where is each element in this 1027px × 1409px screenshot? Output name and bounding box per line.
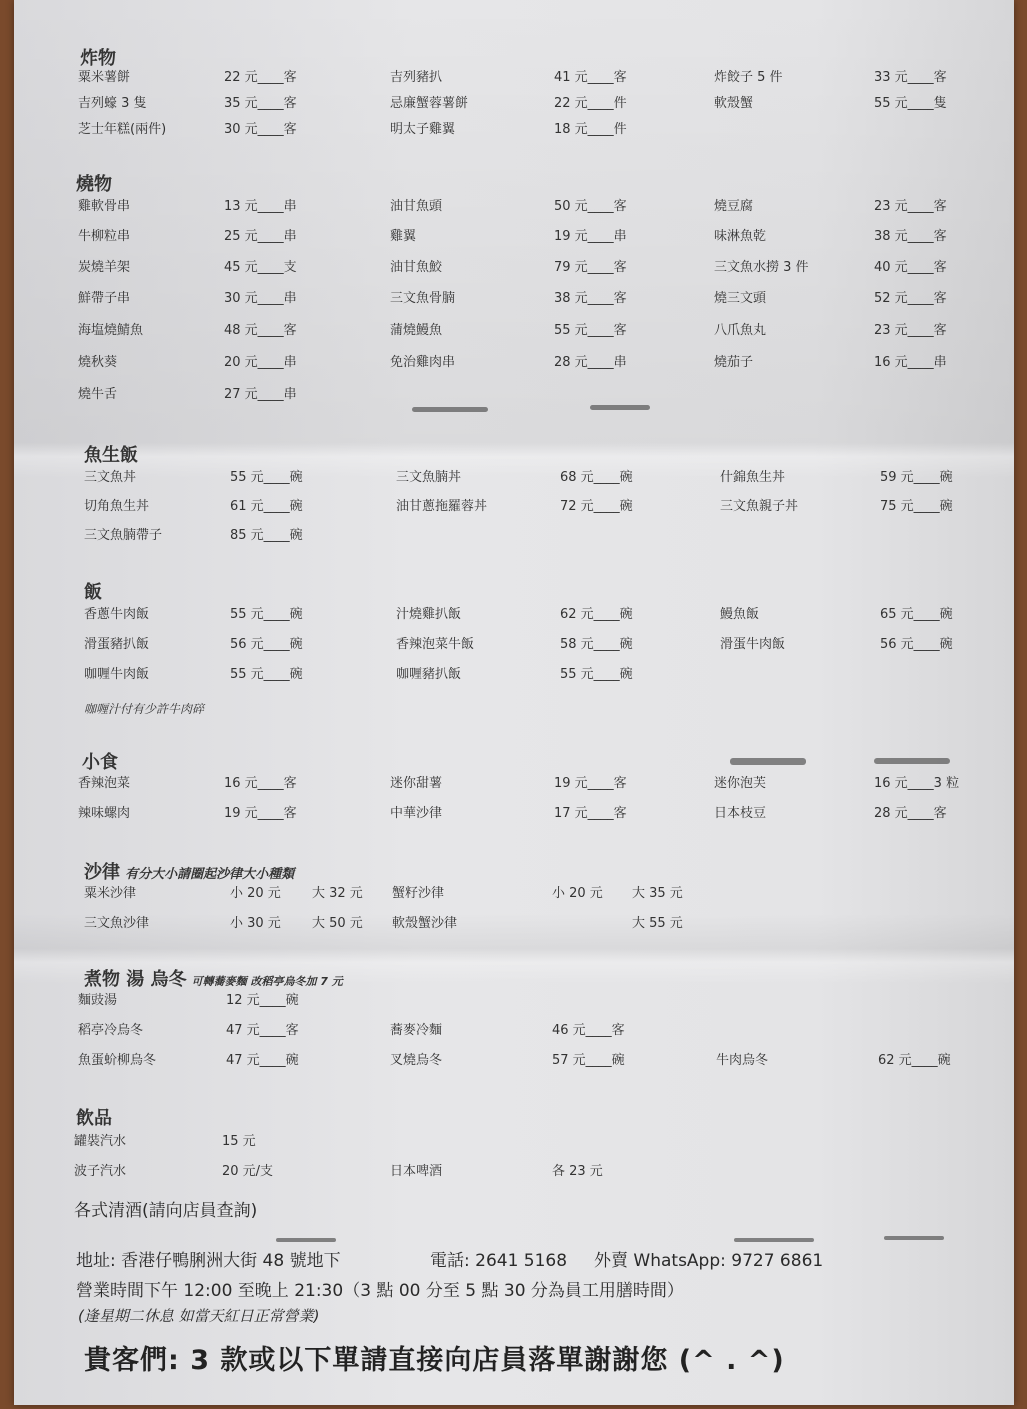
menu-item-name: 香蔥牛肉飯 <box>84 607 150 622</box>
menu-item-price: 85 元____碗 <box>230 528 303 543</box>
salad-small-price: 小 20 元 <box>230 886 281 901</box>
menu-item-name: 咖喱牛肉飯 <box>84 667 150 682</box>
menu-item-name: 中華沙律 <box>390 806 443 821</box>
menu-item-name: 咖喱豬扒飯 <box>396 667 462 682</box>
section-title: 小食 <box>82 752 118 773</box>
menu-item-price: 23 元____客 <box>874 199 947 214</box>
soup-item-name: 稻亭冷烏冬 <box>78 1023 144 1038</box>
menu-item-price: 13 元____串 <box>224 199 297 214</box>
ink-smudge <box>884 1236 944 1240</box>
drinks-title: 飲品 <box>76 1108 112 1129</box>
menu-item-name: 香辣泡菜牛飯 <box>396 637 475 652</box>
menu-item-name: 切角魚生丼 <box>84 499 150 514</box>
soup-item-price: 12 元____碗 <box>226 993 299 1008</box>
menu-item-name: 迷你甜薯 <box>390 776 443 791</box>
menu-item-price: 68 元____碗 <box>560 470 633 485</box>
menu-item-name: 燒秋葵 <box>78 355 118 370</box>
menu-item-name: 油甘蔥拖羅蓉丼 <box>396 499 488 514</box>
menu-item-price: 28 元____客 <box>874 806 947 821</box>
menu-item-price: 16 元____客 <box>224 776 297 791</box>
menu-item-name: 忌廉蟹蓉薯餅 <box>390 96 469 111</box>
menu-item-name: 炭燒羊架 <box>78 260 131 275</box>
menu-item-name: 辣味螺肉 <box>78 806 131 821</box>
menu-item-name: 吉列豬扒 <box>390 70 443 85</box>
menu-item-price: 65 元____碗 <box>880 607 953 622</box>
menu-item-name: 什錦魚生丼 <box>720 470 786 485</box>
soup-item-name: 叉燒烏冬 <box>390 1053 443 1068</box>
menu-item-price: 40 元____客 <box>874 260 947 275</box>
closing-message: 貴客們: 3 款或以下單請直接向店員落單謝謝您 (^ . ^) <box>84 1345 785 1376</box>
menu-paper <box>14 0 1014 1405</box>
menu-item-price: 38 元____客 <box>554 291 627 306</box>
salad-item-name: 蟹籽沙律 <box>392 886 445 901</box>
menu-item-price: 75 元____碗 <box>880 499 953 514</box>
holiday-note: (逢星期二休息 如當天紅日正常營業) <box>78 1307 320 1325</box>
soup-item-price: 46 元____客 <box>552 1023 625 1038</box>
menu-item-price: 58 元____碗 <box>560 637 633 652</box>
menu-item-price: 41 元____客 <box>554 70 627 85</box>
drink-item-name: 波子汽水 <box>74 1164 127 1179</box>
section-title: 飯 <box>84 582 102 603</box>
menu-item-price: 72 元____碗 <box>560 499 633 514</box>
whatsapp: 外賣 WhatsApp: 9727 6861 <box>594 1251 824 1271</box>
drink-item-name: 罐裝汽水 <box>74 1134 127 1149</box>
menu-item-price: 55 元____碗 <box>230 470 303 485</box>
menu-item-name: 海塩燒鯖魚 <box>78 323 144 338</box>
soup-item-price: 62 元____碗 <box>878 1053 951 1068</box>
menu-item-price: 38 元____客 <box>874 229 947 244</box>
menu-item-name: 粟米薯餅 <box>78 70 131 85</box>
menu-item-price: 33 元____客 <box>874 70 947 85</box>
drink-item-price: 15 元 <box>222 1134 256 1149</box>
menu-item-price: 55 元____碗 <box>230 607 303 622</box>
menu-item-price: 56 元____碗 <box>230 637 303 652</box>
soup-item-name: 蕎麥冷麵 <box>390 1023 443 1038</box>
menu-item-name: 日本枝豆 <box>714 806 767 821</box>
menu-item-price: 56 元____碗 <box>880 637 953 652</box>
soup-title: 煮物 湯 烏冬 <box>84 969 187 990</box>
ink-smudge <box>590 405 650 410</box>
drink-item-price: 各 23 元 <box>552 1164 603 1179</box>
menu-item-name: 油甘魚鮫 <box>390 260 443 275</box>
salad-title: 沙律 <box>84 862 120 883</box>
menu-item-name: 免治雞肉串 <box>390 355 456 370</box>
menu-item-name: 三文魚親子丼 <box>720 499 799 514</box>
section-title: 炸物 <box>80 48 116 69</box>
menu-item-name: 鰻魚飯 <box>720 607 760 622</box>
menu-item-price: 19 元____客 <box>554 776 627 791</box>
salad-large-price: 大 50 元 <box>312 916 363 931</box>
menu-item-price: 19 元____客 <box>224 806 297 821</box>
menu-item-price: 30 元____客 <box>224 122 297 137</box>
menu-item-price: 18 元____件 <box>554 122 627 137</box>
menu-item-name: 三文魚腩丼 <box>396 470 462 485</box>
address: 地址: 香港仔鴨脷洲大街 48 號地下 <box>76 1251 341 1271</box>
salad-large-price: 大 55 元 <box>632 916 683 931</box>
menu-item-name: 油甘魚頭 <box>390 199 443 214</box>
salad-header <box>84 858 294 884</box>
opening-hours: 營業時間下午 12:00 至晚上 21:30（3 點 00 分至 5 點 30 分為員工用膳時間） <box>76 1281 684 1301</box>
menu-item-name: 燒茄子 <box>714 355 754 370</box>
soup-item-name: 牛肉烏冬 <box>716 1053 769 1068</box>
menu-item-price: 35 元____客 <box>224 96 297 111</box>
salad-small-price: 小 30 元 <box>230 916 281 931</box>
ink-smudge <box>734 1238 814 1242</box>
menu-item-price: 30 元____串 <box>224 291 297 306</box>
ink-smudge <box>730 758 806 765</box>
menu-item-name: 蒲燒鰻魚 <box>390 323 443 338</box>
section-title: 燒物 <box>76 174 112 195</box>
menu-item-price: 52 元____客 <box>874 291 947 306</box>
soup-item-name: 魚蛋蚧柳烏冬 <box>78 1053 157 1068</box>
soup-item-price: 47 元____碗 <box>226 1053 299 1068</box>
menu-item-name: 炸餃子 5 件 <box>714 70 783 85</box>
menu-item-price: 16 元____3 粒 <box>874 776 960 791</box>
menu-item-price: 61 元____碗 <box>230 499 303 514</box>
menu-item-name: 牛柳粒串 <box>78 229 131 244</box>
sake-note: 各式清酒(請向店員查詢) <box>74 1201 258 1221</box>
ink-smudge <box>276 1238 336 1242</box>
soup-item-price: 57 元____碗 <box>552 1053 625 1068</box>
menu-item-price: 22 元____件 <box>554 96 627 111</box>
menu-item-price: 45 元____支 <box>224 260 297 275</box>
menu-item-name: 軟殼蟹 <box>714 96 754 111</box>
rice-note: 咖喱汁付有少許牛肉碎 <box>84 702 205 716</box>
menu-item-price: 48 元____客 <box>224 323 297 338</box>
soup-note: 可轉蕎麥麵 改稻亭烏冬加 7 元 <box>191 975 343 988</box>
menu-item-name: 雞軟骨串 <box>78 199 131 214</box>
phone: 電話: 2641 5168 <box>430 1251 568 1271</box>
menu-item-name: 明太子雞翼 <box>390 122 456 137</box>
menu-item-name: 迷你泡芙 <box>714 776 767 791</box>
salad-note: 有分大小請圈起沙律大小種類 <box>125 867 295 882</box>
menu-item-name: 滑蛋豬扒飯 <box>84 637 150 652</box>
menu-item-price: 62 元____碗 <box>560 607 633 622</box>
menu-item-price: 55 元____碗 <box>560 667 633 682</box>
section-title: 魚生飯 <box>84 445 138 466</box>
menu-item-name: 燒牛舌 <box>78 387 118 402</box>
menu-item-name: 燒三文頭 <box>714 291 767 306</box>
menu-item-name: 八爪魚丸 <box>714 323 767 338</box>
menu-item-price: 55 元____客 <box>554 323 627 338</box>
menu-item-name: 味淋魚乾 <box>714 229 767 244</box>
soup-item-price: 47 元____客 <box>226 1023 299 1038</box>
menu-item-price: 79 元____客 <box>554 260 627 275</box>
menu-item-price: 28 元____串 <box>554 355 627 370</box>
menu-item-name: 雞翼 <box>390 229 417 244</box>
menu-item-price: 20 元____串 <box>224 355 297 370</box>
menu-item-name: 香辣泡菜 <box>78 776 131 791</box>
menu-item-price: 25 元____串 <box>224 229 297 244</box>
salad-item-name: 粟米沙律 <box>84 886 137 901</box>
menu-item-name: 鮮帶子串 <box>78 291 131 306</box>
menu-item-name: 芝士年糕(兩件) <box>78 122 167 137</box>
drink-item-name: 日本啤酒 <box>390 1164 443 1179</box>
menu-item-price: 23 元____客 <box>874 323 947 338</box>
salad-large-price: 大 35 元 <box>632 886 683 901</box>
menu-item-name: 三文魚腩帶子 <box>84 528 163 543</box>
menu-item-price: 55 元____隻 <box>874 96 947 111</box>
menu-item-price: 16 元____串 <box>874 355 947 370</box>
menu-item-price: 22 元____客 <box>224 70 297 85</box>
menu-item-price: 27 元____串 <box>224 387 297 402</box>
menu-item-name: 燒豆腐 <box>714 199 754 214</box>
menu-item-name: 吉列蠔 3 隻 <box>78 96 147 111</box>
menu-item-price: 17 元____客 <box>554 806 627 821</box>
drink-item-price: 20 元/支 <box>222 1164 274 1179</box>
soup-header <box>84 965 343 991</box>
menu-item-price: 55 元____碗 <box>230 667 303 682</box>
menu-item-name: 滑蛋牛肉飯 <box>720 637 786 652</box>
salad-small-price: 小 20 元 <box>552 886 603 901</box>
menu-item-price: 59 元____碗 <box>880 470 953 485</box>
menu-item-name: 三文魚丼 <box>84 470 137 485</box>
menu-item-price: 50 元____客 <box>554 199 627 214</box>
menu-item-name: 三文魚水撈 3 件 <box>714 260 809 275</box>
menu-item-name: 汁燒雞扒飯 <box>396 607 462 622</box>
salad-large-price: 大 32 元 <box>312 886 363 901</box>
ink-smudge <box>874 758 950 764</box>
salad-item-name: 軟殼蟹沙律 <box>392 916 458 931</box>
soup-item-name: 麵豉湯 <box>78 993 118 1008</box>
salad-item-name: 三文魚沙律 <box>84 916 150 931</box>
ink-smudge <box>412 407 488 412</box>
menu-item-name: 三文魚骨腩 <box>390 291 456 306</box>
menu-item-price: 19 元____串 <box>554 229 627 244</box>
